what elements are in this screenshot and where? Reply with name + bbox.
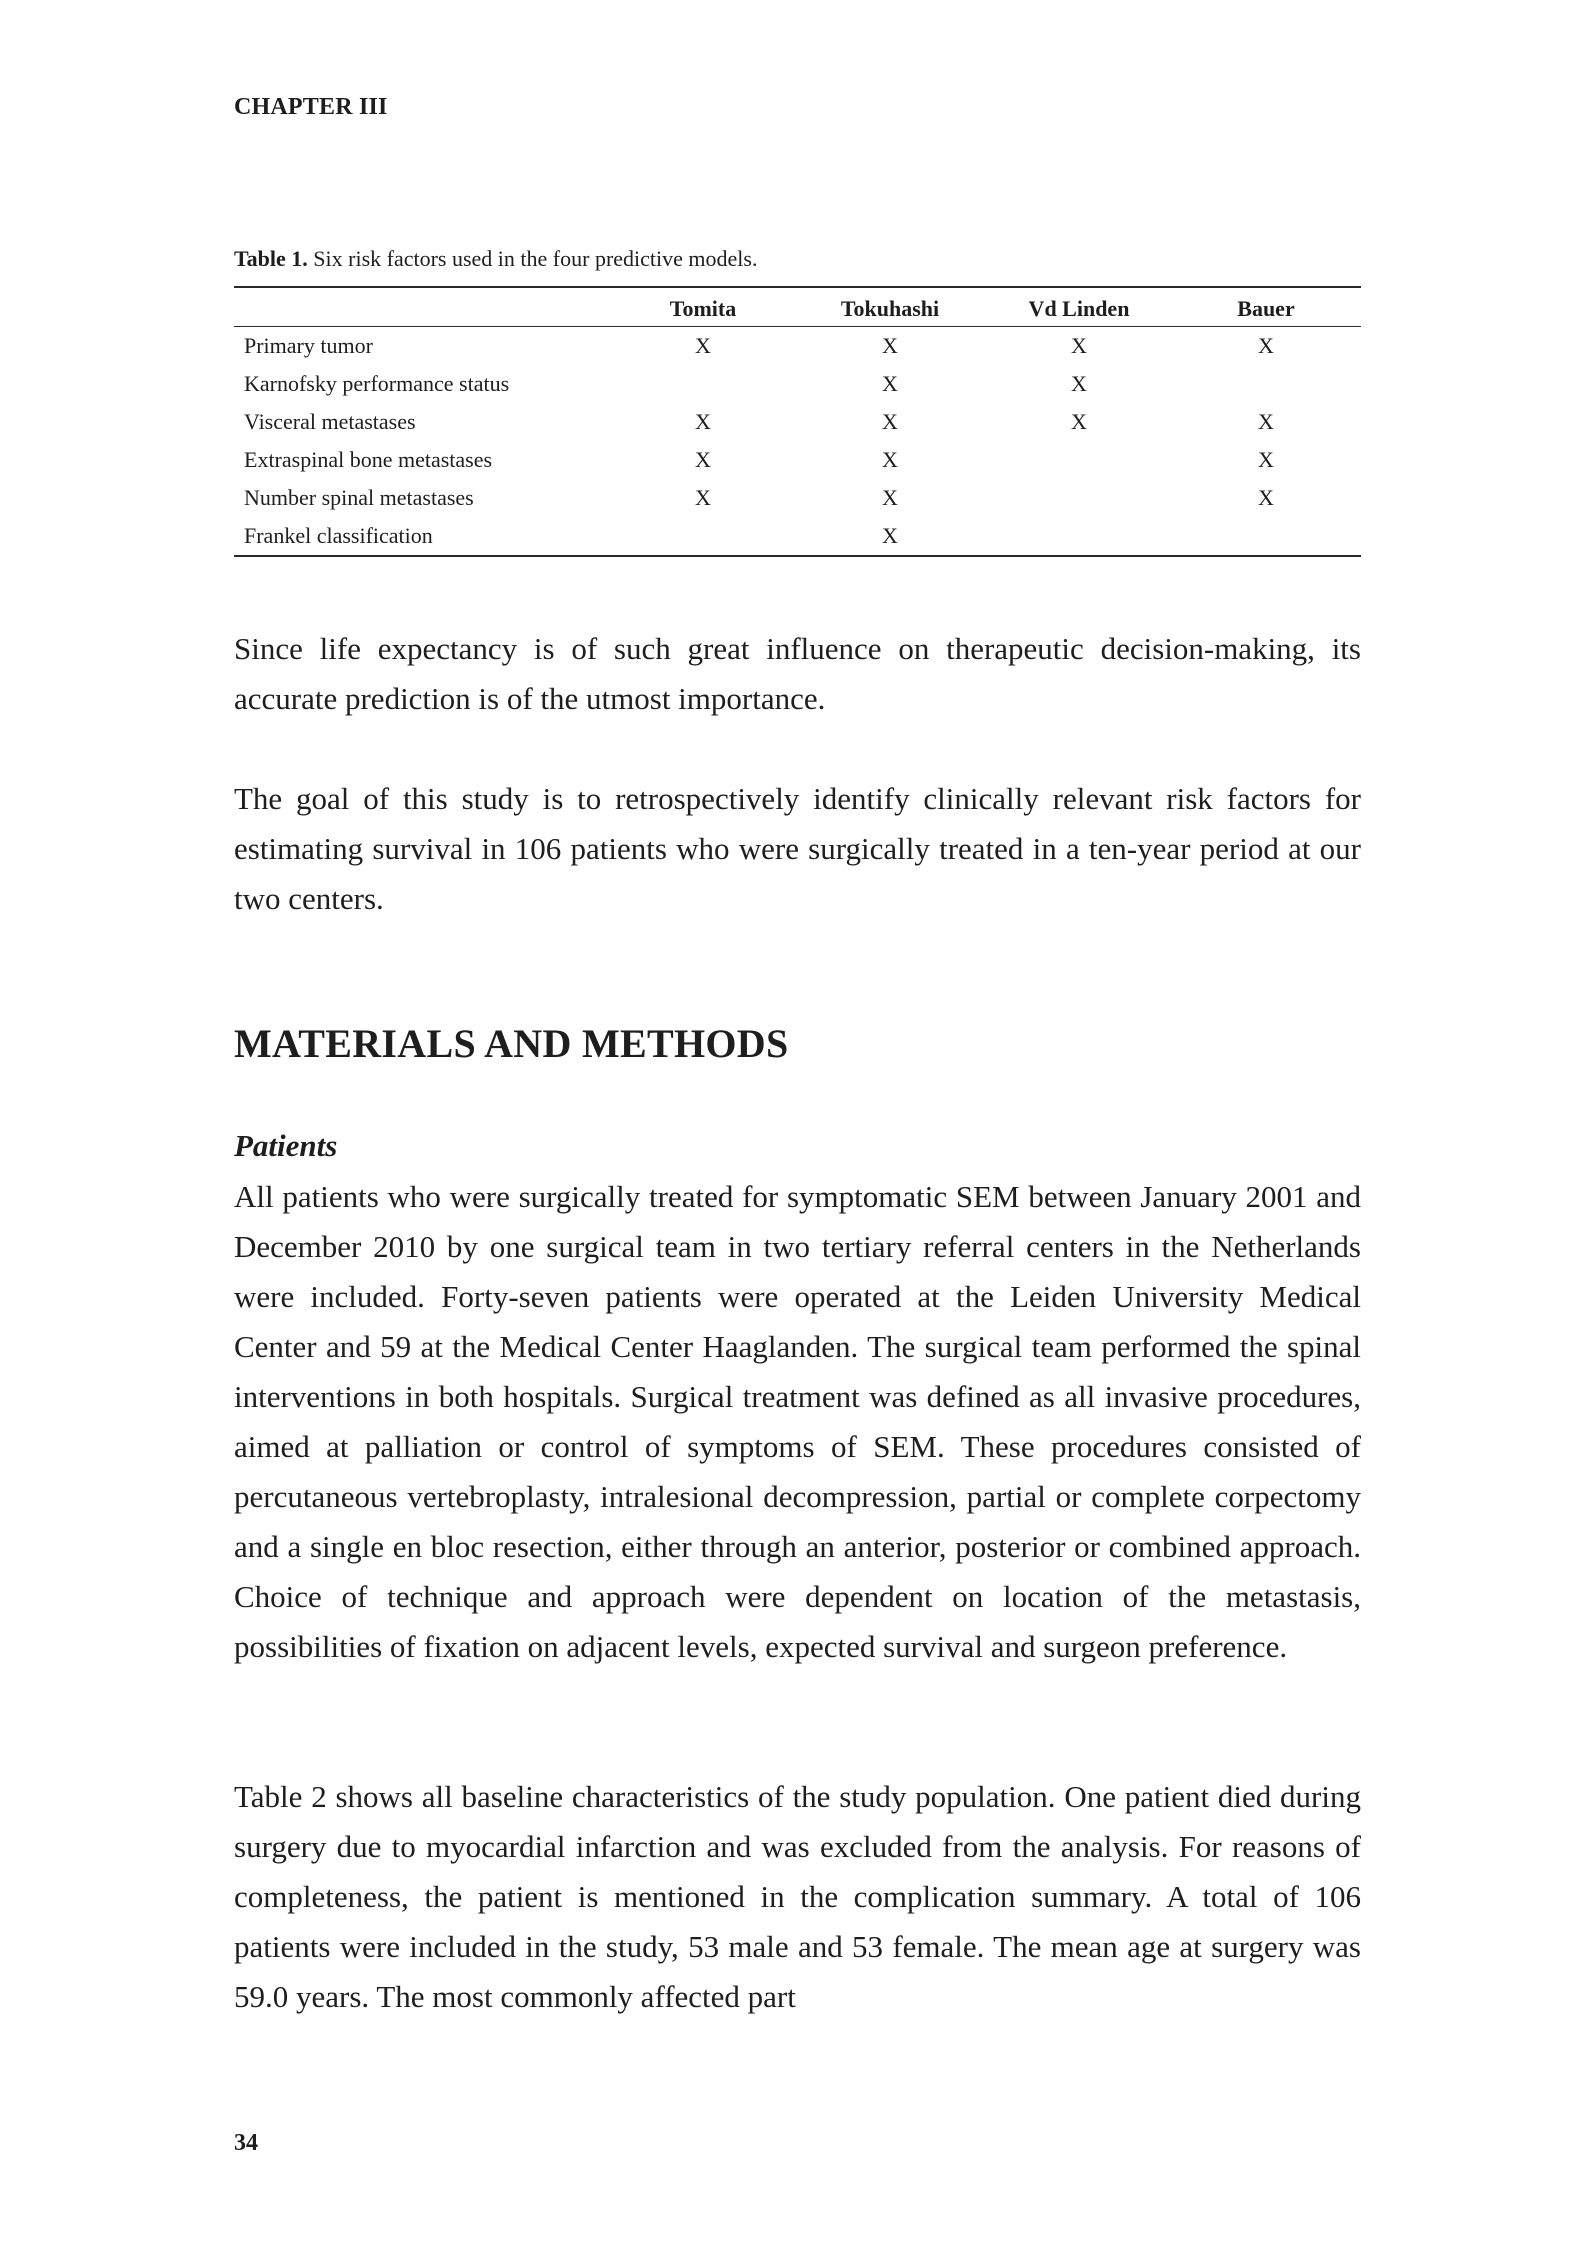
section-heading-materials-methods: MATERIALS AND METHODS [234,1021,789,1066]
column-header-vd-linden: Vd Linden [1028,296,1130,321]
row-label: Primary tumor [244,333,373,358]
cell-mark: X [695,409,711,434]
page-number: 34 [234,2130,258,2156]
risk-factors-table [234,286,1361,557]
cell-mark: X [1071,371,1087,396]
methods-paragraph-2: Table 2 shows all baseline characteristics of the study population. One patient died during surgery due to myocardial infarction and was excluded from the analysis. For reasons of completeness, the patient is mentioned in the complication summary. A total of 106 patients were included in the study, 53 male and 53 female. The mean age at surgery was 59.0 years. The most commonly affected part [234,1779,1361,2014]
cell-mark: X [882,523,898,548]
intro-paragraph-2: The goal of this study is to retrospectively identify clinically relevant risk factors for estimating survival in 106 patients who were surgically treated in a ten-year period at our two centers. [234,781,1361,916]
row-label: Number spinal metastases [244,485,474,510]
table-caption-text: Six risk factors used in the four predictive models. [307,246,758,271]
column-header-tokuhashi: Tokuhashi [840,296,940,321]
table-caption [234,246,757,272]
cell-mark: X [882,485,898,510]
intro-paragraph-1: Since life expectancy is of such great influence on therapeutic decision-making, its accurate prediction is of the utmost importance. [234,631,1361,716]
cell-mark: X [882,371,898,396]
row-label: Karnofsky performance status [244,371,510,396]
table-row [234,327,1361,365]
cell-mark: X [1258,409,1274,434]
row-label: Frankel classification [244,523,433,548]
cell-mark: X [1258,447,1274,472]
cell-mark: X [1071,409,1087,434]
table-row [234,517,1361,555]
cell-mark: X [882,447,898,472]
column-header-bauer: Bauer [1237,296,1295,321]
cell-mark: X [695,485,711,510]
cell-mark: X [695,333,711,358]
table-header-row [234,288,1361,326]
table-caption-label: Table 1. [234,246,308,271]
row-label: Visceral metastases [244,409,416,434]
cell-mark: X [1071,333,1087,358]
running-head: CHAPTER III [234,94,388,120]
table-row [234,441,1361,479]
cell-mark: X [1258,333,1274,358]
subheading-patients: Patients [234,1128,338,1163]
column-header-tomita: Tomita [669,296,737,321]
cell-mark: X [695,447,711,472]
table-row [234,403,1361,441]
table-bottom-rule [234,555,1361,557]
cell-mark: X [882,409,898,434]
table-row [234,479,1361,517]
table-row [234,365,1361,403]
methods-paragraph-1: All patients who were surgically treated for symptomatic SEM between January 2001 and December 2010 by one surgical team in two tertiary referral centers in the Netherlands were included. Forty-seven patients were operated at the Leiden University Medical Center and 59 at the Medical Center Haaglanden. The surgical team performed the spinal interventions in both hospitals. Surgical treatment was defined as all invasive procedures, aimed at palliation or control of symptoms of SEM. These procedures consisted of percutaneous vertebroplasty, intralesional decompression, partial or complete corpectomy and a single en bloc resection, either through an anterior, posterior or combined approach. Choice of technique and approach were dependent on location of the metastasis, possibilities of fixation on adjacent levels, expected survival and surgeon preference. [234,1179,1361,1664]
cell-mark: X [882,333,898,358]
cell-mark: X [1258,485,1274,510]
row-label: Extraspinal bone metastases [244,447,493,472]
